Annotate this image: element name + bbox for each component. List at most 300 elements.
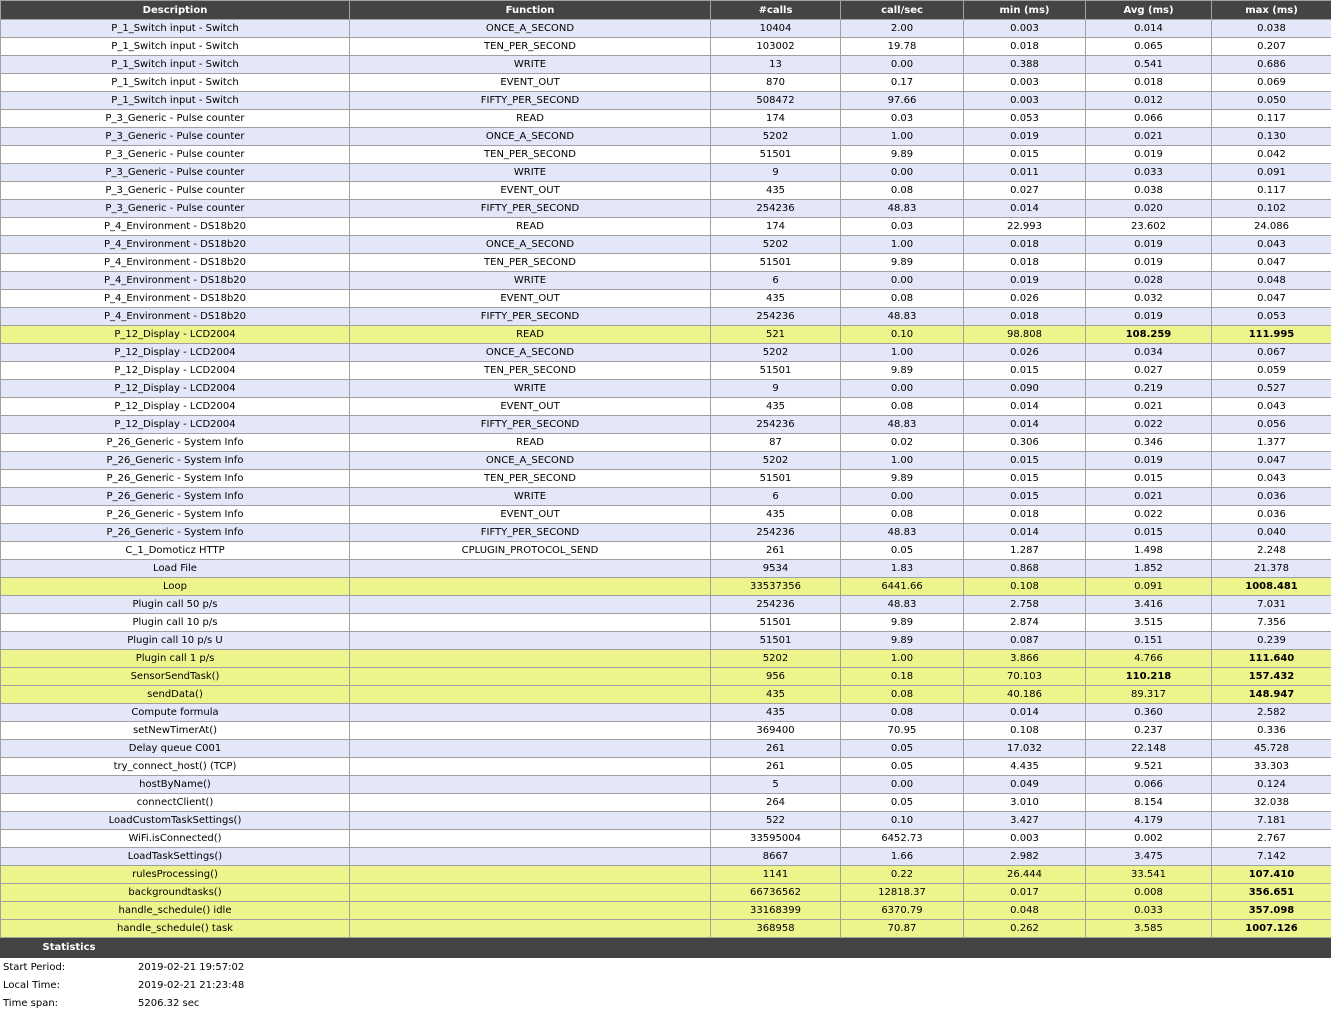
- cell-description: P_4_Environment - DS18b20: [1, 290, 350, 308]
- cell-calls: 66736562: [711, 884, 841, 902]
- cell-function: READ: [350, 326, 711, 344]
- cell-min: 2.874: [964, 614, 1086, 632]
- cell-avg: 0.151: [1086, 632, 1212, 650]
- cell-min: 98.808: [964, 326, 1086, 344]
- cell-min: 0.090: [964, 380, 1086, 398]
- cell-calls-per-sec: 9.89: [841, 146, 964, 164]
- cell-min: 0.108: [964, 578, 1086, 596]
- cell-max: 33.303: [1212, 758, 1331, 776]
- cell-avg: 0.027: [1086, 362, 1212, 380]
- cell-calls-per-sec: 6441.66: [841, 578, 964, 596]
- cell-calls-per-sec: 48.83: [841, 416, 964, 434]
- cell-description: P_26_Generic - System Info: [1, 434, 350, 452]
- cell-function: TEN_PER_SECOND: [350, 254, 711, 272]
- table-row: [1, 614, 1331, 632]
- cell-avg: 0.066: [1086, 110, 1212, 128]
- cell-min: 0.026: [964, 344, 1086, 362]
- cell-max: 7.181: [1212, 812, 1331, 830]
- cell-description: P_26_Generic - System Info: [1, 452, 350, 470]
- cell-max: 111.640: [1212, 650, 1331, 668]
- table-row: [1, 164, 1331, 182]
- cell-function: TEN_PER_SECOND: [350, 470, 711, 488]
- col-header-min: min (ms): [964, 1, 1086, 20]
- cell-max: 45.728: [1212, 740, 1331, 758]
- cell-max: 0.047: [1212, 290, 1331, 308]
- cell-max: 0.069: [1212, 74, 1331, 92]
- cell-calls: 103002: [711, 38, 841, 56]
- cell-function: [350, 632, 711, 650]
- cell-description: P_3_Generic - Pulse counter: [1, 182, 350, 200]
- cell-function: [350, 902, 711, 920]
- table-body: [1, 20, 1331, 938]
- cell-min: 0.003: [964, 92, 1086, 110]
- cell-calls: 51501: [711, 146, 841, 164]
- table-row: [1, 596, 1331, 614]
- cell-min: 0.388: [964, 56, 1086, 74]
- table-row: [1, 470, 1331, 488]
- stat-value: 5206.32 sec: [138, 997, 200, 1009]
- cell-function: EVENT_OUT: [350, 182, 711, 200]
- table-row: [1, 398, 1331, 416]
- cell-description: sendData(): [1, 686, 350, 704]
- statistics-title: Statistics: [42, 942, 96, 953]
- table-row: [1, 74, 1331, 92]
- cell-calls-per-sec: 0.05: [841, 542, 964, 560]
- cell-max: 0.043: [1212, 470, 1331, 488]
- table-row: [1, 200, 1331, 218]
- cell-calls-per-sec: 0.08: [841, 506, 964, 524]
- cell-max: 0.059: [1212, 362, 1331, 380]
- cell-calls-per-sec: 0.03: [841, 218, 964, 236]
- cell-calls: 5202: [711, 344, 841, 362]
- table-row: [1, 740, 1331, 758]
- cell-description: handle_schedule() task: [1, 920, 350, 938]
- cell-calls: 51501: [711, 254, 841, 272]
- cell-min: 0.026: [964, 290, 1086, 308]
- cell-calls: 33168399: [711, 902, 841, 920]
- cell-max: 0.056: [1212, 416, 1331, 434]
- cell-avg: 0.360: [1086, 704, 1212, 722]
- cell-description: P_3_Generic - Pulse counter: [1, 200, 350, 218]
- table-row: [1, 542, 1331, 560]
- cell-calls: 33537356: [711, 578, 841, 596]
- cell-calls-per-sec: 48.83: [841, 524, 964, 542]
- table-row: [1, 416, 1331, 434]
- cell-avg: 0.002: [1086, 830, 1212, 848]
- cell-function: FIFTY_PER_SECOND: [350, 524, 711, 542]
- table-row: [1, 578, 1331, 596]
- cell-min: 17.032: [964, 740, 1086, 758]
- cell-function: WRITE: [350, 272, 711, 290]
- cell-function: [350, 812, 711, 830]
- cell-avg: 0.019: [1086, 146, 1212, 164]
- cell-max: 0.048: [1212, 272, 1331, 290]
- cell-min: 0.015: [964, 488, 1086, 506]
- cell-calls: 254236: [711, 524, 841, 542]
- table-row: [1, 20, 1331, 38]
- cell-function: ONCE_A_SECOND: [350, 20, 711, 38]
- cell-description: P_4_Environment - DS18b20: [1, 254, 350, 272]
- cell-max: 7.031: [1212, 596, 1331, 614]
- cell-avg: 3.515: [1086, 614, 1212, 632]
- cell-max: 0.036: [1212, 506, 1331, 524]
- cell-description: backgroundtasks(): [1, 884, 350, 902]
- cell-max: 0.239: [1212, 632, 1331, 650]
- cell-avg: 0.066: [1086, 776, 1212, 794]
- cell-function: READ: [350, 434, 711, 452]
- cell-avg: 0.033: [1086, 902, 1212, 920]
- cell-calls-per-sec: 0.08: [841, 290, 964, 308]
- cell-calls: 9: [711, 164, 841, 182]
- cell-min: 1.287: [964, 542, 1086, 560]
- cell-calls-per-sec: 0.02: [841, 434, 964, 452]
- col-header-description: Description: [1, 1, 350, 20]
- cell-calls: 33595004: [711, 830, 841, 848]
- table-row: [1, 884, 1331, 902]
- stat-row: [0, 958, 244, 976]
- cell-description: P_4_Environment - DS18b20: [1, 236, 350, 254]
- cell-function: [350, 758, 711, 776]
- cell-calls: 368958: [711, 920, 841, 938]
- cell-calls-per-sec: 2.00: [841, 20, 964, 38]
- cell-description: P_4_Environment - DS18b20: [1, 308, 350, 326]
- cell-description: try_connect_host() (TCP): [1, 758, 350, 776]
- cell-description: P_1_Switch input - Switch: [1, 92, 350, 110]
- cell-min: 0.018: [964, 506, 1086, 524]
- table-row: [1, 380, 1331, 398]
- cell-description: P_4_Environment - DS18b20: [1, 218, 350, 236]
- cell-calls: 254236: [711, 200, 841, 218]
- cell-description: P_3_Generic - Pulse counter: [1, 110, 350, 128]
- table-row: [1, 866, 1331, 884]
- cell-function: [350, 650, 711, 668]
- cell-calls: 261: [711, 758, 841, 776]
- col-header-calls: #calls: [711, 1, 841, 20]
- cell-avg: 0.033: [1086, 164, 1212, 182]
- cell-function: [350, 794, 711, 812]
- table-row: [1, 56, 1331, 74]
- cell-description: C_1_Domoticz HTTP: [1, 542, 350, 560]
- cell-avg: 0.219: [1086, 380, 1212, 398]
- cell-calls: 13: [711, 56, 841, 74]
- cell-min: 0.015: [964, 146, 1086, 164]
- cell-function: EVENT_OUT: [350, 506, 711, 524]
- cell-max: 0.527: [1212, 380, 1331, 398]
- cell-avg: 0.022: [1086, 506, 1212, 524]
- cell-description: P_3_Generic - Pulse counter: [1, 128, 350, 146]
- table-row: [1, 308, 1331, 326]
- cell-min: 0.868: [964, 560, 1086, 578]
- cell-max: 1007.126: [1212, 920, 1331, 938]
- cell-function: [350, 596, 711, 614]
- cell-avg: 0.021: [1086, 398, 1212, 416]
- cell-calls: 51501: [711, 632, 841, 650]
- cell-min: 0.011: [964, 164, 1086, 182]
- cell-min: 0.018: [964, 254, 1086, 272]
- cell-calls: 5202: [711, 236, 841, 254]
- table-row: [1, 218, 1331, 236]
- cell-function: FIFTY_PER_SECOND: [350, 416, 711, 434]
- col-header-function: Function: [350, 1, 711, 20]
- cell-avg: 0.019: [1086, 452, 1212, 470]
- table-row: [1, 236, 1331, 254]
- cell-function: CPLUGIN_PROTOCOL_SEND: [350, 542, 711, 560]
- cell-calls: 261: [711, 740, 841, 758]
- cell-calls-per-sec: 0.10: [841, 326, 964, 344]
- cell-calls-per-sec: 9.89: [841, 362, 964, 380]
- cell-calls-per-sec: 97.66: [841, 92, 964, 110]
- cell-min: 0.262: [964, 920, 1086, 938]
- cell-avg: 0.015: [1086, 524, 1212, 542]
- cell-calls-per-sec: 1.00: [841, 236, 964, 254]
- cell-description: Plugin call 1 p/s: [1, 650, 350, 668]
- cell-max: 0.130: [1212, 128, 1331, 146]
- cell-calls: 9: [711, 380, 841, 398]
- cell-avg: 0.021: [1086, 488, 1212, 506]
- table-row: [1, 434, 1331, 452]
- cell-function: [350, 578, 711, 596]
- cell-calls: 87: [711, 434, 841, 452]
- cell-avg: 9.521: [1086, 758, 1212, 776]
- cell-max: 0.036: [1212, 488, 1331, 506]
- cell-min: 0.049: [964, 776, 1086, 794]
- cell-avg: 4.766: [1086, 650, 1212, 668]
- cell-calls: 956: [711, 668, 841, 686]
- cell-calls: 5202: [711, 452, 841, 470]
- cell-calls-per-sec: 6452.73: [841, 830, 964, 848]
- cell-min: 4.435: [964, 758, 1086, 776]
- cell-calls-per-sec: 0.00: [841, 272, 964, 290]
- cell-calls: 174: [711, 110, 841, 128]
- cell-description: SensorSendTask(): [1, 668, 350, 686]
- cell-function: FIFTY_PER_SECOND: [350, 308, 711, 326]
- cell-description: P_12_Display - LCD2004: [1, 344, 350, 362]
- cell-description: Delay queue C001: [1, 740, 350, 758]
- cell-calls-per-sec: 0.00: [841, 776, 964, 794]
- cell-avg: 0.032: [1086, 290, 1212, 308]
- cell-calls: 6: [711, 272, 841, 290]
- cell-description: P_12_Display - LCD2004: [1, 416, 350, 434]
- cell-calls-per-sec: 0.05: [841, 740, 964, 758]
- cell-avg: 0.019: [1086, 236, 1212, 254]
- cell-description: P_1_Switch input - Switch: [1, 20, 350, 38]
- cell-calls-per-sec: 0.08: [841, 398, 964, 416]
- cell-calls-per-sec: 12818.37: [841, 884, 964, 902]
- cell-min: 0.003: [964, 830, 1086, 848]
- cell-function: [350, 668, 711, 686]
- cell-calls-per-sec: 1.00: [841, 128, 964, 146]
- cell-calls: 435: [711, 704, 841, 722]
- table-row: [1, 344, 1331, 362]
- cell-max: 1008.481: [1212, 578, 1331, 596]
- cell-description: Compute formula: [1, 704, 350, 722]
- cell-description: hostByName(): [1, 776, 350, 794]
- table-row: [1, 794, 1331, 812]
- cell-avg: 22.148: [1086, 740, 1212, 758]
- cell-description: P_12_Display - LCD2004: [1, 380, 350, 398]
- cell-description: P_26_Generic - System Info: [1, 488, 350, 506]
- cell-calls-per-sec: 1.00: [841, 344, 964, 362]
- cell-min: 0.014: [964, 524, 1086, 542]
- cell-calls: 9534: [711, 560, 841, 578]
- cell-min: 2.758: [964, 596, 1086, 614]
- table-header-row: [1, 1, 1331, 20]
- table-row: [1, 272, 1331, 290]
- cell-max: 0.124: [1212, 776, 1331, 794]
- table-row: [1, 632, 1331, 650]
- cell-max: 0.117: [1212, 110, 1331, 128]
- cell-description: P_3_Generic - Pulse counter: [1, 164, 350, 182]
- cell-calls-per-sec: 0.05: [841, 758, 964, 776]
- table-row: [1, 848, 1331, 866]
- cell-function: ONCE_A_SECOND: [350, 236, 711, 254]
- cell-calls: 10404: [711, 20, 841, 38]
- cell-min: 3.010: [964, 794, 1086, 812]
- col-header-avg: Avg (ms): [1086, 1, 1212, 20]
- cell-max: 7.142: [1212, 848, 1331, 866]
- cell-calls-per-sec: 0.05: [841, 794, 964, 812]
- cell-avg: 0.008: [1086, 884, 1212, 902]
- cell-avg: 0.028: [1086, 272, 1212, 290]
- cell-max: 0.102: [1212, 200, 1331, 218]
- statistics-header: [0, 938, 1331, 958]
- cell-description: Plugin call 10 p/s U: [1, 632, 350, 650]
- stat-value: 2019-02-21 19:57:02: [138, 961, 245, 973]
- cell-function: EVENT_OUT: [350, 74, 711, 92]
- stat-value: 2019-02-21 21:23:48: [138, 979, 245, 991]
- cell-max: 7.356: [1212, 614, 1331, 632]
- cell-function: [350, 560, 711, 578]
- cell-calls: 6: [711, 488, 841, 506]
- cell-calls: 521: [711, 326, 841, 344]
- cell-min: 0.087: [964, 632, 1086, 650]
- table-row: [1, 920, 1331, 938]
- cell-calls-per-sec: 48.83: [841, 596, 964, 614]
- cell-max: 0.042: [1212, 146, 1331, 164]
- table-row: [1, 488, 1331, 506]
- table-row: [1, 686, 1331, 704]
- cell-calls: 51501: [711, 362, 841, 380]
- cell-min: 0.015: [964, 470, 1086, 488]
- cell-description: P_26_Generic - System Info: [1, 470, 350, 488]
- cell-function: ONCE_A_SECOND: [350, 344, 711, 362]
- cell-calls-per-sec: 0.03: [841, 110, 964, 128]
- table-row: [1, 326, 1331, 344]
- cell-max: 0.117: [1212, 182, 1331, 200]
- table-row: [1, 524, 1331, 542]
- cell-max: 32.038: [1212, 794, 1331, 812]
- cell-max: 0.050: [1212, 92, 1331, 110]
- cell-calls: 5202: [711, 128, 841, 146]
- cell-description: handle_schedule() idle: [1, 902, 350, 920]
- cell-avg: 0.018: [1086, 74, 1212, 92]
- cell-calls-per-sec: 0.00: [841, 164, 964, 182]
- cell-calls: 369400: [711, 722, 841, 740]
- cell-max: 0.067: [1212, 344, 1331, 362]
- table-row: [1, 38, 1331, 56]
- cell-calls-per-sec: 0.00: [841, 488, 964, 506]
- cell-avg: 3.585: [1086, 920, 1212, 938]
- cell-max: 0.043: [1212, 398, 1331, 416]
- table-row: [1, 110, 1331, 128]
- cell-calls-per-sec: 9.89: [841, 614, 964, 632]
- col-header-calls-per-sec: call/sec: [841, 1, 964, 20]
- cell-calls-per-sec: 0.08: [841, 704, 964, 722]
- cell-description: P_3_Generic - Pulse counter: [1, 146, 350, 164]
- cell-calls-per-sec: 19.78: [841, 38, 964, 56]
- cell-avg: 89.317: [1086, 686, 1212, 704]
- cell-max: 357.098: [1212, 902, 1331, 920]
- cell-min: 0.003: [964, 20, 1086, 38]
- cell-calls-per-sec: 9.89: [841, 254, 964, 272]
- stat-row: [0, 976, 244, 994]
- table-row: [1, 254, 1331, 272]
- cell-calls: 254236: [711, 596, 841, 614]
- cell-function: [350, 920, 711, 938]
- cell-calls-per-sec: 48.83: [841, 200, 964, 218]
- cell-avg: 110.218: [1086, 668, 1212, 686]
- cell-avg: 3.475: [1086, 848, 1212, 866]
- cell-max: 0.047: [1212, 452, 1331, 470]
- cell-max: 107.410: [1212, 866, 1331, 884]
- cell-calls: 1141: [711, 866, 841, 884]
- cell-description: P_4_Environment - DS18b20: [1, 272, 350, 290]
- table-row: [1, 452, 1331, 470]
- table-row: [1, 650, 1331, 668]
- cell-avg: 0.021: [1086, 128, 1212, 146]
- cell-function: READ: [350, 218, 711, 236]
- cell-calls-per-sec: 9.89: [841, 470, 964, 488]
- cell-min: 0.015: [964, 362, 1086, 380]
- cell-description: P_1_Switch input - Switch: [1, 38, 350, 56]
- cell-avg: 0.237: [1086, 722, 1212, 740]
- cell-function: [350, 722, 711, 740]
- cell-max: 157.432: [1212, 668, 1331, 686]
- table-row: [1, 182, 1331, 200]
- col-header-max: max (ms): [1212, 1, 1331, 20]
- table-row: [1, 362, 1331, 380]
- cell-calls: 522: [711, 812, 841, 830]
- cell-avg: 0.014: [1086, 20, 1212, 38]
- cell-avg: 0.015: [1086, 470, 1212, 488]
- cell-calls: 435: [711, 398, 841, 416]
- cell-function: EVENT_OUT: [350, 398, 711, 416]
- cell-avg: 0.038: [1086, 182, 1212, 200]
- cell-max: 0.043: [1212, 236, 1331, 254]
- cell-function: [350, 740, 711, 758]
- cell-function: ONCE_A_SECOND: [350, 128, 711, 146]
- cell-min: 70.103: [964, 668, 1086, 686]
- cell-calls: 508472: [711, 92, 841, 110]
- cell-description: Loop: [1, 578, 350, 596]
- cell-calls: 261: [711, 542, 841, 560]
- cell-min: 0.048: [964, 902, 1086, 920]
- cell-function: TEN_PER_SECOND: [350, 362, 711, 380]
- stat-label: Local Time:: [3, 979, 60, 991]
- cell-avg: 108.259: [1086, 326, 1212, 344]
- cell-avg: 1.852: [1086, 560, 1212, 578]
- cell-calls-per-sec: 9.89: [841, 632, 964, 650]
- cell-avg: 0.091: [1086, 578, 1212, 596]
- cell-calls: 435: [711, 182, 841, 200]
- cell-max: 24.086: [1212, 218, 1331, 236]
- cell-calls: 8667: [711, 848, 841, 866]
- table-row: [1, 92, 1331, 110]
- cell-max: 0.686: [1212, 56, 1331, 74]
- cell-max: 0.038: [1212, 20, 1331, 38]
- cell-description: Plugin call 10 p/s: [1, 614, 350, 632]
- cell-description: WiFi.isConnected(): [1, 830, 350, 848]
